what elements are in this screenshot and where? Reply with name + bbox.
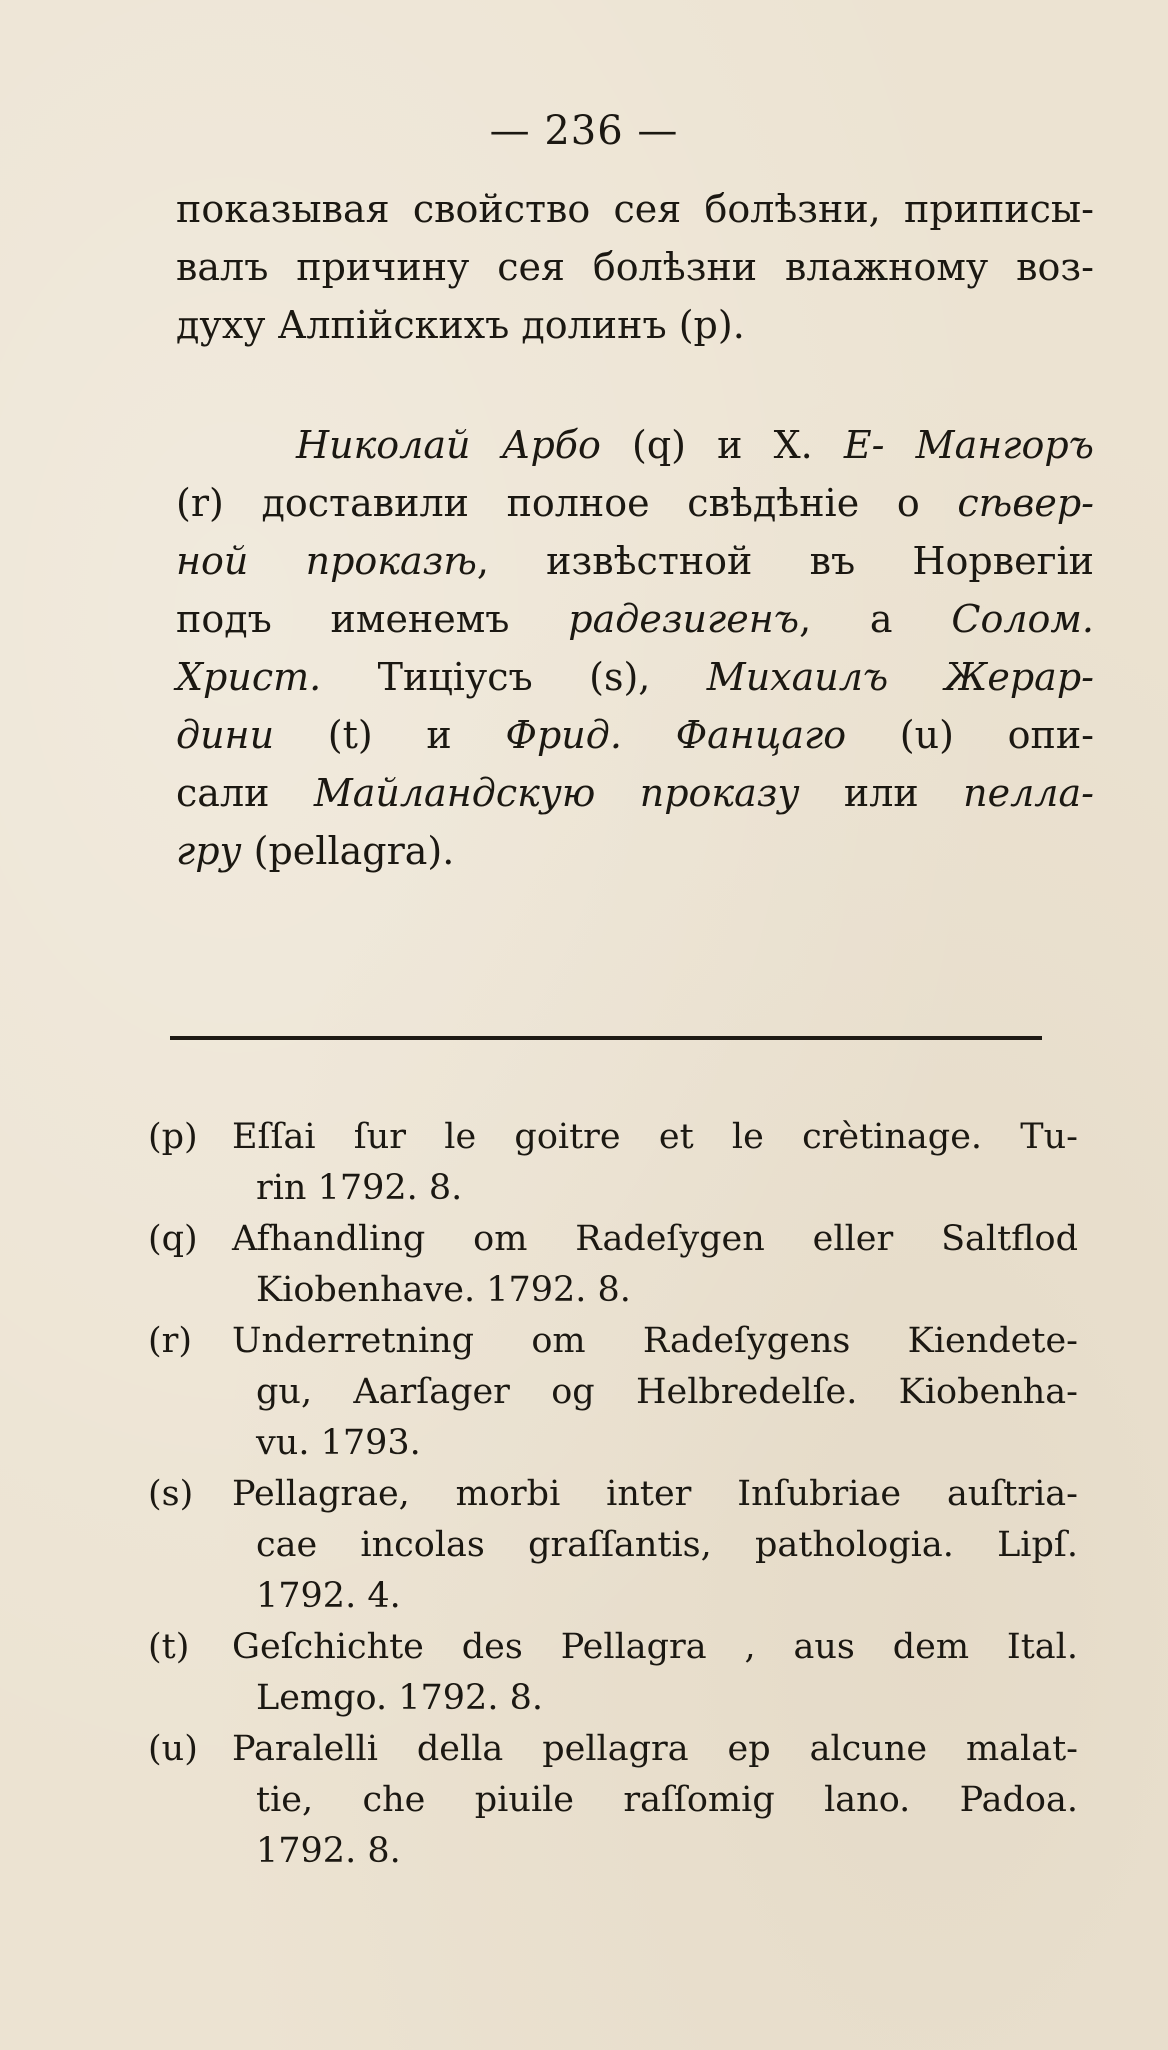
footnote-divider xyxy=(170,1036,1042,1040)
author-name: дини xyxy=(176,713,275,757)
footnote-t xyxy=(148,1622,1078,1724)
footnote-line: vu. 1793. xyxy=(256,1423,421,1463)
footnote-text: Paralelli della pellagra ep alcune malat- xyxy=(232,1729,1078,1769)
footnote-line xyxy=(148,1214,1078,1265)
footnote-line xyxy=(148,1469,1078,1520)
text-run: подъ именемъ xyxy=(176,597,569,641)
text-run: (t) и xyxy=(274,713,506,757)
emphasis: ной проказѣ xyxy=(176,539,477,583)
emphasis: пелла- xyxy=(963,771,1094,815)
footnote-text: Geſchichte des Pellagra , aus dem Ital. xyxy=(232,1627,1078,1667)
footnote-line xyxy=(148,1316,1078,1367)
text-run: Тицiусъ (s), xyxy=(321,655,707,699)
emphasis: радезигенъ xyxy=(568,597,800,641)
paragraph-2-line-5 xyxy=(176,648,1094,706)
paragraph-2-line-2 xyxy=(176,474,1094,532)
text-run: сали xyxy=(176,771,314,815)
text-run: , а xyxy=(799,597,952,641)
footnote-mark: (s) xyxy=(148,1474,194,1514)
footnote-line: 1792. 8. xyxy=(256,1831,401,1871)
paragraph-2-line-6 xyxy=(176,706,1094,764)
footnote-line xyxy=(148,1622,1078,1673)
text-run: (u) опи- xyxy=(846,713,1094,757)
footnote-line xyxy=(148,1724,1078,1775)
text-run: (r) доставили полное свѣдѣніе о xyxy=(176,481,958,525)
author-name: Николай Арбо xyxy=(296,423,601,467)
paragraph-2 xyxy=(176,416,1094,880)
footnote-mark: (p) xyxy=(148,1117,198,1157)
text-run: , извѣстной въ Норвегіи xyxy=(476,539,1094,583)
footnote-text: Underretning om Radeſygens Kiendete- xyxy=(232,1321,1078,1361)
paragraph-2-line-3 xyxy=(176,532,1094,590)
text-run: (q) и Х. xyxy=(600,423,844,467)
paragraph-2-line-1 xyxy=(176,416,1094,474)
footnote-mark: (u) xyxy=(148,1729,198,1769)
author-name: Михаилъ Жерар- xyxy=(706,655,1094,699)
emphasis: сѣвер- xyxy=(957,481,1094,525)
author-name: Фрид. Фанцаго xyxy=(505,713,847,757)
footnote-line: rin 1792. 8. xyxy=(256,1168,463,1208)
text-run: (pellagra). xyxy=(241,829,455,873)
footnote-line: gu, Aarſager og Helbredelſe. Kiobenha- xyxy=(256,1372,1078,1412)
footnote-line: 1792. 4. xyxy=(256,1576,401,1616)
footnote-line xyxy=(148,1112,1078,1163)
paragraph-1-line-2: валъ причину сея болѣзни влажному воз- xyxy=(176,245,1094,289)
emphasis: Майландскую проказу xyxy=(313,771,800,815)
footnote-line: Kiobenhave. 1792. 8. xyxy=(256,1270,631,1310)
footnote-line: tie, che piuile raſſomig lano. Padoa. xyxy=(256,1780,1078,1820)
author-name: Солом. xyxy=(951,597,1094,641)
footnote-mark: (t) xyxy=(148,1627,190,1667)
footnote-u xyxy=(148,1724,1078,1877)
footnote-s xyxy=(148,1469,1078,1622)
footnote-p xyxy=(148,1112,1078,1214)
footnotes xyxy=(148,1112,1078,1877)
author-name: Христ. xyxy=(176,655,322,699)
footnote-mark: (r) xyxy=(148,1321,193,1361)
paragraph-2-line-8 xyxy=(176,822,1094,880)
emphasis: гру xyxy=(176,829,242,873)
footnote-text: Pellagrae, morbi inter Inſubriae auſtria- xyxy=(232,1474,1078,1514)
footnote-text: Eſſai ſur le goitre et le crètinage. Tu- xyxy=(232,1117,1078,1157)
paragraph-1-line-3: духу Алпійскихъ долинъ (p). xyxy=(176,303,745,347)
footnote-r xyxy=(148,1316,1078,1469)
footnote-line: Lemgo. 1792. 8. xyxy=(256,1678,543,1718)
page-number: — 236 — xyxy=(489,108,679,154)
paragraph-1 xyxy=(176,180,1094,354)
footnote-line: cae incolas graſſantis, pathologia. Lipſ. xyxy=(256,1525,1078,1565)
author-name: Е- Мангоръ xyxy=(843,423,1094,467)
paragraph-1-line-1: показывая свойство сея болѣзни, приписы- xyxy=(176,187,1094,231)
paragraph-2-line-7 xyxy=(176,764,1094,822)
text-run: или xyxy=(799,771,964,815)
footnote-mark: (q) xyxy=(148,1219,198,1259)
paragraph-2-line-4 xyxy=(176,590,1094,648)
footnote-text: Afhandling om Radeſygen eller Saltflod xyxy=(232,1219,1078,1259)
footnote-q xyxy=(148,1214,1078,1316)
